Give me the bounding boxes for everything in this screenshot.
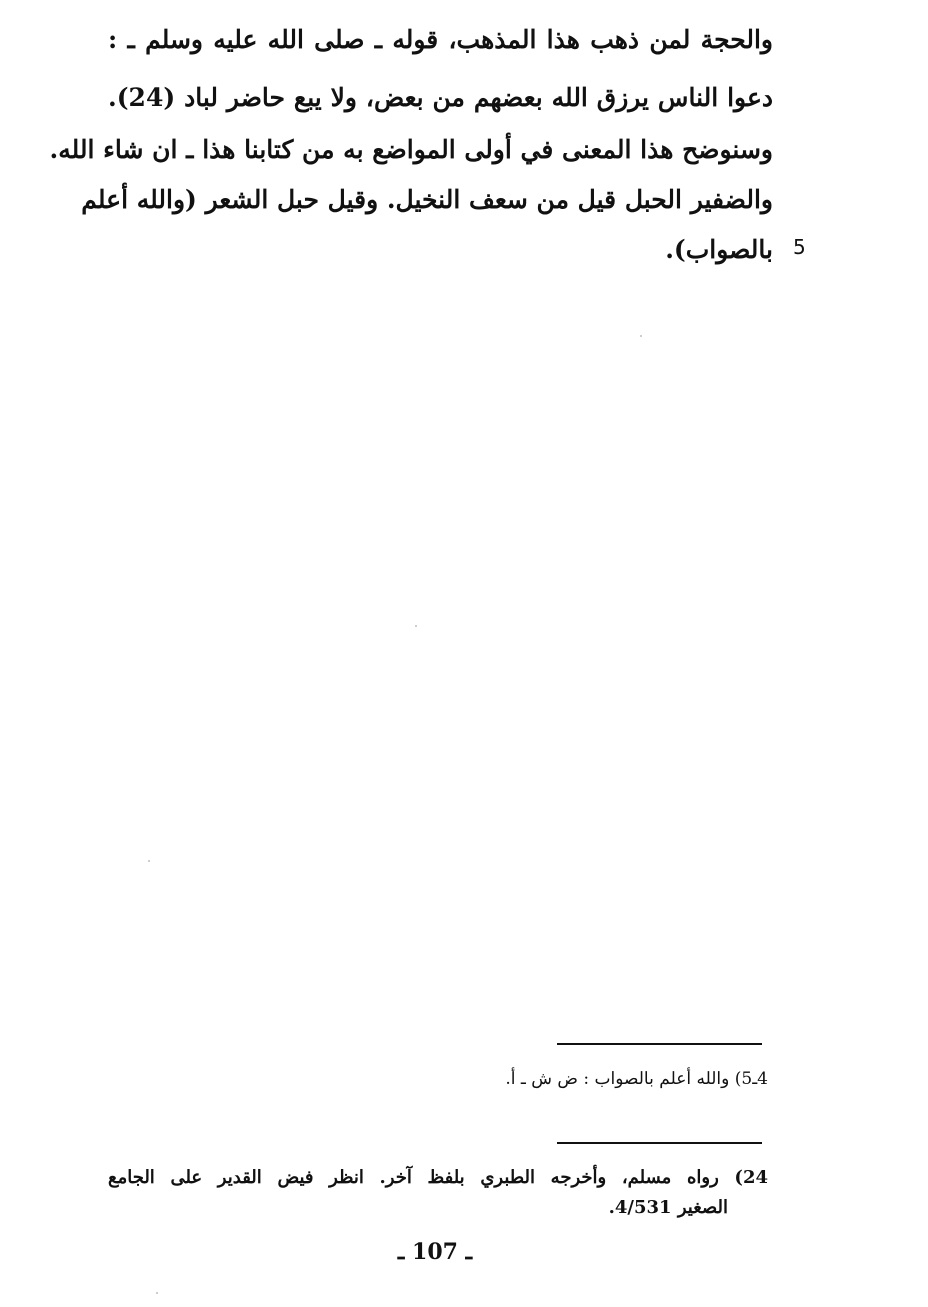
reference-footnote-line-2: الصغير 4/531.	[608, 1197, 728, 1218]
line-number: 5	[793, 235, 806, 259]
scan-speck	[156, 1292, 158, 1294]
scan-speck	[640, 335, 642, 337]
page-number: ـ 107 ـ	[397, 1239, 473, 1265]
main-text-line-2: دعوا الناس يرزق الله بعضهم من بعض، ولا يبع حاضر لباد (24).	[108, 83, 773, 112]
reference-footnote-line-1: 24) رواه مسلم، وأخرجه الطبري بلفظ آخر. انظر فيض القدير على الجامع	[108, 1167, 768, 1188]
main-text-line-4: والضفير الحبل قيل من سعف النخيل. وقيل حبل الشعر (والله أعلم	[81, 185, 773, 214]
main-text-line-3: وسنوضح هذا المعنى في أولى المواضع به من كتابنا هذا ـ ان شاء الله.	[49, 135, 773, 164]
footnote-separator-rule	[557, 1142, 762, 1144]
variant-footnote: 4ـ5) والله أعلم بالصواب : ض ش ـ أ.	[505, 1069, 768, 1089]
scan-speck	[415, 625, 417, 627]
scan-speck	[148, 860, 150, 862]
main-text-line-1: والحجة لمن ذهب هذا المذهب، قوله ـ صلى الله عليه وسلم ـ :	[108, 25, 773, 54]
main-text-line-5: بالصواب).	[665, 235, 773, 264]
footnote-separator-rule	[557, 1043, 762, 1045]
